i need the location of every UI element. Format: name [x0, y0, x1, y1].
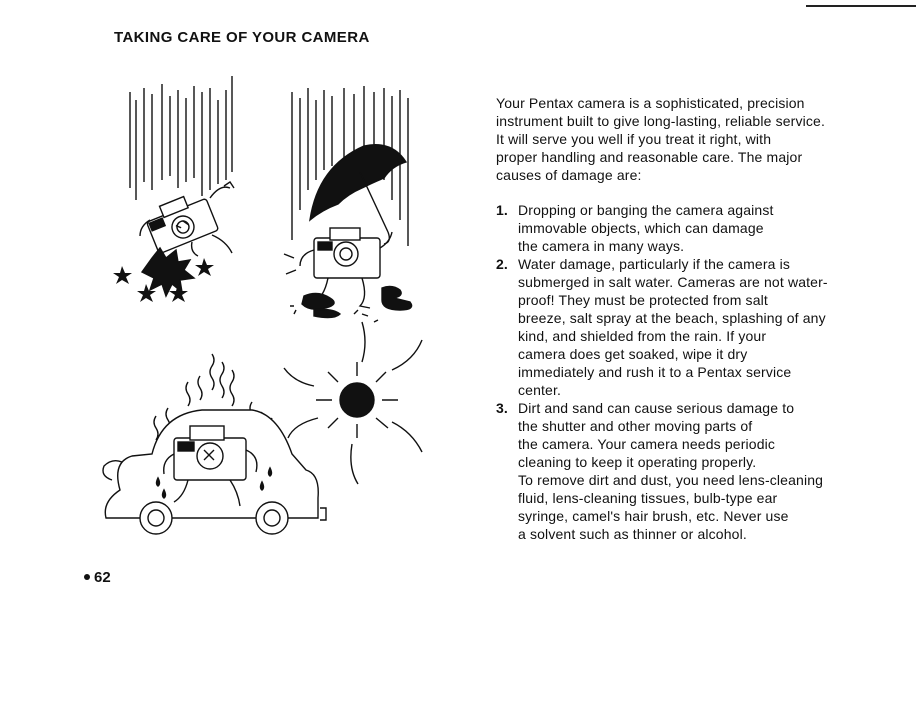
body-text	[496, 94, 868, 543]
illustrations	[92, 70, 472, 550]
page-number	[84, 569, 111, 586]
list-number: 3.	[496, 400, 508, 416]
bullet-icon	[84, 574, 90, 580]
list-item-text: Dropping or banging the camera against immovable objects, which can damage the camera in many ways.	[518, 202, 774, 254]
page-title: TAKING CARE OF YOUR CAMERA	[114, 29, 370, 46]
list-item	[496, 399, 868, 543]
intro-paragraph: Your Pentax camera is a sophisticated, precision instrument built to give long-lasting, reliable service. It will serve you well if you treat it right, with proper handling and reasonable care. The major causes of damage are:	[496, 95, 825, 183]
list-item	[496, 255, 868, 399]
causes-list	[496, 201, 868, 543]
falling-camera-illustration	[113, 76, 234, 302]
top-rule	[806, 5, 916, 7]
list-item-text: Dirt and sand can cause serious damage to the shutter and other moving parts of the camera. Your camera needs periodic cleaning to keep it operating properly. To remove dirt and dust, you need lens-cleaning fluid, lens-cleaning tissues, bulb-type ear syringe, camel's hair brush, etc. Never use a solvent such as thinner or alcohol.	[518, 400, 824, 542]
rain-camera-illustration	[284, 86, 412, 322]
list-number: 2.	[496, 256, 508, 272]
page-number-text: 62	[94, 569, 111, 586]
list-item	[496, 201, 868, 255]
hot-car-illustration	[103, 322, 422, 534]
list-number: 1.	[496, 202, 508, 218]
list-item-text: Water damage, particularly if the camera is submerged in salt water. Cameras are not water- proof! They must be protected from salt breeze, salt spray at the beach, splashing of any kind, and shielded from the rain. If your camera does get soaked, wipe it dry immediately and rush it to a Pentax service center.	[518, 256, 828, 398]
